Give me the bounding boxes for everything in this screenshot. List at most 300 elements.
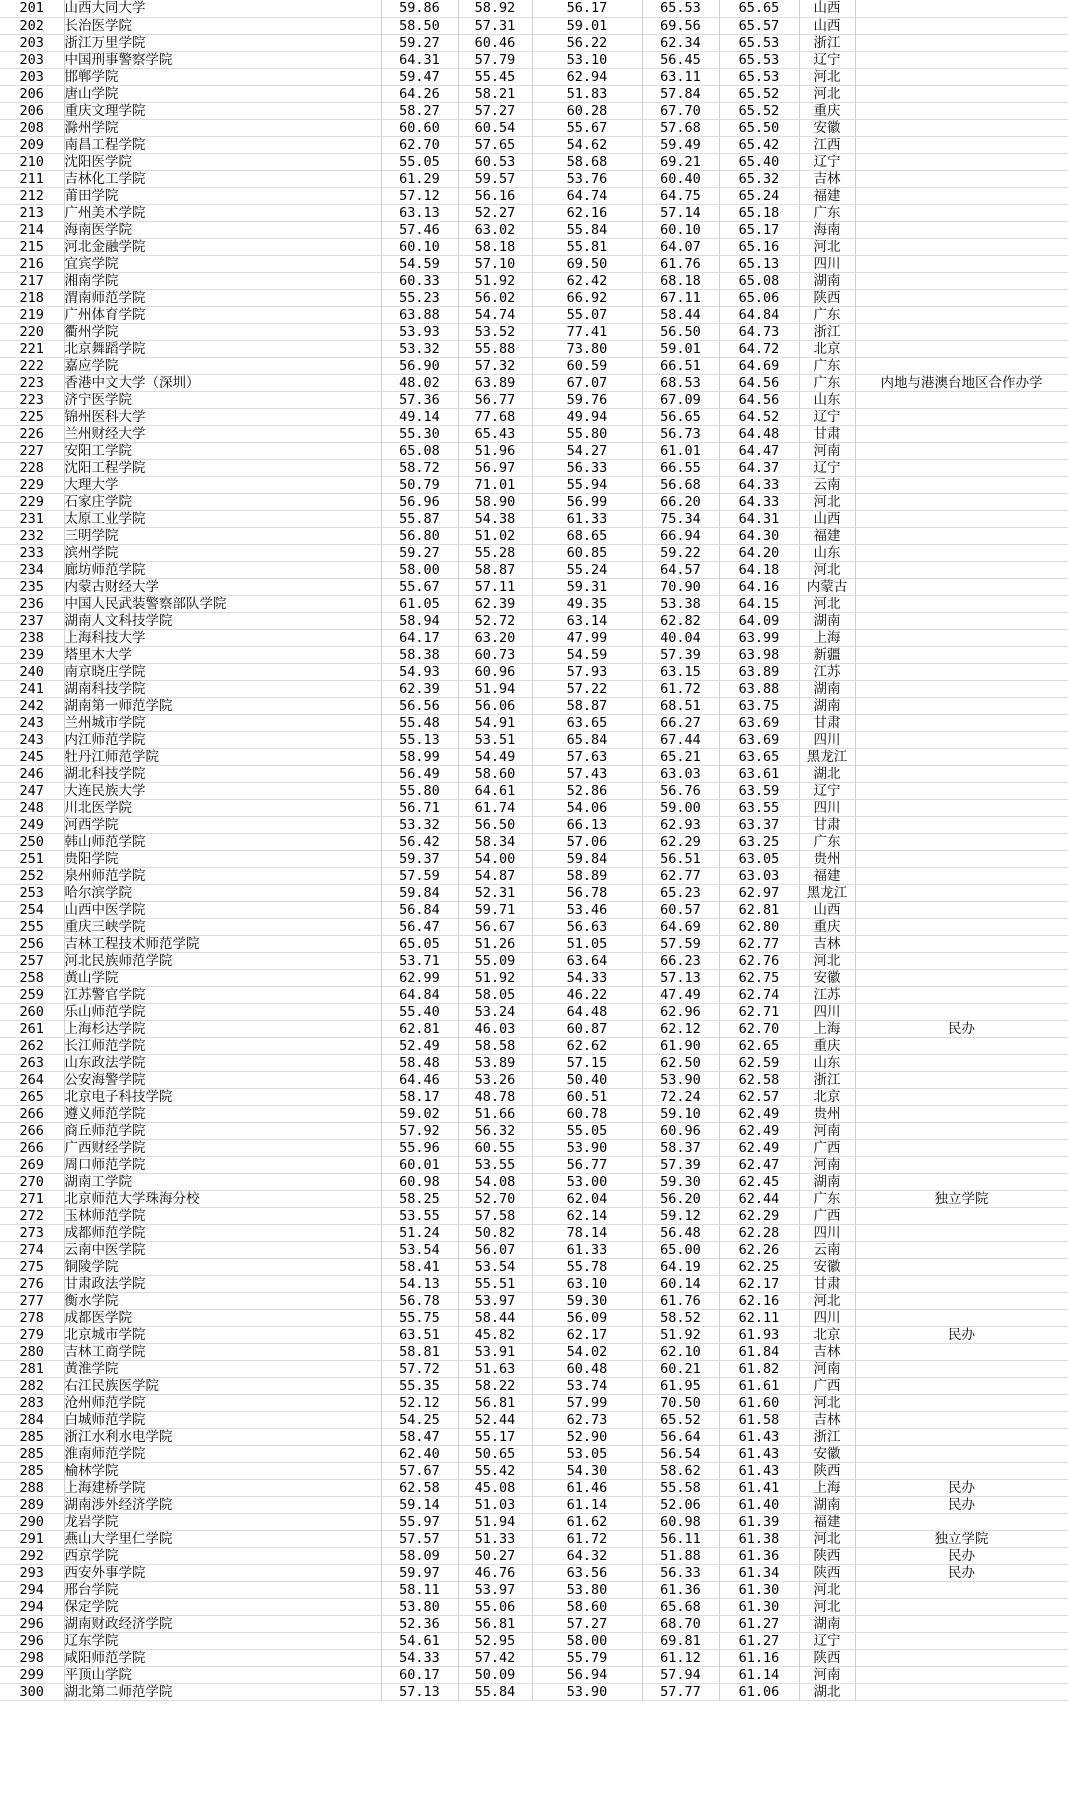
score-4-cell: 56.65 [642,408,719,425]
note-cell [855,221,1068,238]
score-4-cell: 57.39 [642,1156,719,1173]
score-1-cell: 56.47 [381,918,458,935]
note-cell [855,306,1068,323]
rank-cell: 236 [0,595,64,612]
score-2-cell: 60.73 [458,646,532,663]
rank-cell: 285 [0,1445,64,1462]
score-3-cell: 56.09 [532,1309,642,1326]
total-score-cell: 62.76 [719,952,799,969]
score-4-cell: 64.69 [642,918,719,935]
school-name-cell: 沈阳医学院 [64,153,381,170]
total-score-cell: 64.48 [719,425,799,442]
score-1-cell: 60.33 [381,272,458,289]
rank-cell: 239 [0,646,64,663]
score-1-cell: 64.46 [381,1071,458,1088]
school-name-cell: 辽东学院 [64,1632,381,1649]
score-2-cell: 55.06 [458,1598,532,1615]
school-name-cell: 川北医学院 [64,799,381,816]
score-1-cell: 53.32 [381,816,458,833]
province-cell: 四川 [799,1224,855,1241]
score-4-cell: 68.53 [642,374,719,391]
note-cell [855,884,1068,901]
table-row [0,612,1068,629]
score-4-cell: 56.50 [642,323,719,340]
note-cell [855,1037,1068,1054]
school-name-cell: 兰州城市学院 [64,714,381,731]
rank-cell: 274 [0,1241,64,1258]
total-score-cell: 61.43 [719,1445,799,1462]
score-3-cell: 62.16 [532,204,642,221]
note-cell [855,1445,1068,1462]
score-1-cell: 57.57 [381,1530,458,1547]
note-cell [855,0,1068,17]
province-cell: 广西 [799,1377,855,1394]
score-1-cell: 58.38 [381,646,458,663]
score-4-cell: 58.52 [642,1309,719,1326]
table-row [0,1547,1068,1564]
score-4-cell: 59.49 [642,136,719,153]
province-cell: 上海 [799,1020,855,1037]
rank-cell: 292 [0,1547,64,1564]
province-cell: 山东 [799,1054,855,1071]
school-name-cell: 中国人民武装警察部队学院 [64,595,381,612]
score-3-cell: 62.73 [532,1411,642,1428]
score-1-cell: 57.67 [381,1462,458,1479]
school-name-cell: 玉林师范学院 [64,1207,381,1224]
score-4-cell: 52.06 [642,1496,719,1513]
province-cell: 广东 [799,204,855,221]
score-2-cell: 58.92 [458,0,532,17]
score-2-cell: 57.79 [458,51,532,68]
score-1-cell: 62.81 [381,1020,458,1037]
score-4-cell: 64.75 [642,187,719,204]
score-4-cell: 63.15 [642,663,719,680]
table-row [0,238,1068,255]
total-score-cell: 64.33 [719,476,799,493]
score-1-cell: 62.99 [381,969,458,986]
rank-cell: 203 [0,34,64,51]
table-row [0,1037,1068,1054]
school-name-cell: 吉林工程技术师范学院 [64,935,381,952]
province-cell: 北京 [799,1088,855,1105]
note-cell [855,1292,1068,1309]
score-1-cell: 62.40 [381,1445,458,1462]
score-2-cell: 63.89 [458,374,532,391]
total-score-cell: 65.52 [719,102,799,119]
score-2-cell: 51.94 [458,1513,532,1530]
total-score-cell: 65.42 [719,136,799,153]
table-row [0,833,1068,850]
table-row [0,1428,1068,1445]
note-cell [855,1581,1068,1598]
note-cell [855,136,1068,153]
province-cell: 陕西 [799,1547,855,1564]
school-name-cell: 河西学院 [64,816,381,833]
total-score-cell: 62.16 [719,1292,799,1309]
table-row [0,561,1068,578]
note-cell [855,238,1068,255]
score-4-cell: 59.01 [642,340,719,357]
score-2-cell: 54.49 [458,748,532,765]
score-2-cell: 53.54 [458,1258,532,1275]
note-cell [855,1224,1068,1241]
score-4-cell: 57.14 [642,204,719,221]
total-score-cell: 64.47 [719,442,799,459]
table-row [0,357,1068,374]
score-4-cell: 56.11 [642,1530,719,1547]
province-cell: 河北 [799,1394,855,1411]
score-2-cell: 52.27 [458,204,532,221]
rank-cell: 227 [0,442,64,459]
score-2-cell: 54.74 [458,306,532,323]
score-3-cell: 54.06 [532,799,642,816]
table-row [0,119,1068,136]
score-4-cell: 68.51 [642,697,719,714]
province-cell: 内蒙古 [799,578,855,595]
province-cell: 重庆 [799,918,855,935]
school-name-cell: 北京电子科技学院 [64,1088,381,1105]
table-row [0,1513,1068,1530]
rank-cell: 202 [0,17,64,34]
school-name-cell: 上海科技大学 [64,629,381,646]
province-cell: 四川 [799,731,855,748]
score-2-cell: 56.06 [458,697,532,714]
province-cell: 黑龙江 [799,748,855,765]
total-score-cell: 61.27 [719,1615,799,1632]
rank-cell: 209 [0,136,64,153]
province-cell: 湖南 [799,612,855,629]
score-4-cell: 57.94 [642,1666,719,1683]
note-cell [855,782,1068,799]
score-3-cell: 56.63 [532,918,642,935]
score-3-cell: 54.62 [532,136,642,153]
score-4-cell: 60.10 [642,221,719,238]
score-3-cell: 57.43 [532,765,642,782]
score-2-cell: 50.09 [458,1666,532,1683]
table-row [0,1632,1068,1649]
province-cell: 河北 [799,85,855,102]
rank-cell: 261 [0,1020,64,1037]
school-name-cell: 重庆文理学院 [64,102,381,119]
school-name-cell: 湖南财政经济学院 [64,1615,381,1632]
score-1-cell: 56.78 [381,1292,458,1309]
province-cell: 辽宁 [799,1632,855,1649]
score-1-cell: 64.31 [381,51,458,68]
score-1-cell: 55.97 [381,1513,458,1530]
score-2-cell: 64.61 [458,782,532,799]
total-score-cell: 65.57 [719,17,799,34]
score-3-cell: 56.33 [532,459,642,476]
school-name-cell: 湘南学院 [64,272,381,289]
rank-cell: 219 [0,306,64,323]
province-cell: 山西 [799,510,855,527]
school-name-cell: 宜宾学院 [64,255,381,272]
score-2-cell: 57.31 [458,17,532,34]
score-4-cell: 61.72 [642,680,719,697]
score-1-cell: 57.13 [381,1683,458,1700]
total-score-cell: 62.77 [719,935,799,952]
note-cell [855,1394,1068,1411]
score-2-cell: 60.55 [458,1139,532,1156]
total-score-cell: 65.16 [719,238,799,255]
score-3-cell: 63.10 [532,1275,642,1292]
province-cell: 福建 [799,1513,855,1530]
total-score-cell: 62.57 [719,1088,799,1105]
total-score-cell: 62.70 [719,1020,799,1037]
score-3-cell: 66.13 [532,816,642,833]
total-score-cell: 61.41 [719,1479,799,1496]
score-3-cell: 54.27 [532,442,642,459]
school-name-cell: 湖南科技学院 [64,680,381,697]
note-cell [855,629,1068,646]
total-score-cell: 64.18 [719,561,799,578]
score-3-cell: 55.79 [532,1649,642,1666]
score-3-cell: 61.33 [532,1241,642,1258]
score-4-cell: 68.70 [642,1615,719,1632]
total-score-cell: 63.69 [719,731,799,748]
score-4-cell: 65.53 [642,0,719,17]
province-cell: 新疆 [799,646,855,663]
total-score-cell: 63.25 [719,833,799,850]
score-3-cell: 54.30 [532,1462,642,1479]
total-score-cell: 62.47 [719,1156,799,1173]
score-4-cell: 61.76 [642,255,719,272]
score-1-cell: 53.71 [381,952,458,969]
total-score-cell: 62.97 [719,884,799,901]
score-2-cell: 61.74 [458,799,532,816]
total-score-cell: 62.49 [719,1139,799,1156]
province-cell: 湖南 [799,1615,855,1632]
province-cell: 湖南 [799,272,855,289]
rank-cell: 210 [0,153,64,170]
score-1-cell: 57.12 [381,187,458,204]
score-3-cell: 73.80 [532,340,642,357]
school-name-cell: 太原工业学院 [64,510,381,527]
total-score-cell: 62.80 [719,918,799,935]
score-3-cell: 64.48 [532,1003,642,1020]
province-cell: 福建 [799,527,855,544]
score-2-cell: 53.91 [458,1343,532,1360]
rank-cell: 278 [0,1309,64,1326]
score-4-cell: 61.90 [642,1037,719,1054]
note-cell [855,323,1068,340]
score-4-cell: 61.12 [642,1649,719,1666]
table-row [0,986,1068,1003]
note-cell [855,1598,1068,1615]
score-4-cell: 72.24 [642,1088,719,1105]
total-score-cell: 65.50 [719,119,799,136]
score-3-cell: 67.07 [532,374,642,391]
score-4-cell: 64.07 [642,238,719,255]
score-2-cell: 65.43 [458,425,532,442]
province-cell: 安徽 [799,119,855,136]
rank-cell: 218 [0,289,64,306]
table-row [0,1530,1068,1547]
school-name-cell: 济宁医学院 [64,391,381,408]
note-cell [855,816,1068,833]
score-3-cell: 55.94 [532,476,642,493]
table-row [0,680,1068,697]
school-name-cell: 黄山学院 [64,969,381,986]
total-score-cell: 63.89 [719,663,799,680]
score-2-cell: 56.02 [458,289,532,306]
note-cell [855,340,1068,357]
rank-cell: 275 [0,1258,64,1275]
score-2-cell: 53.97 [458,1292,532,1309]
score-4-cell: 56.45 [642,51,719,68]
score-4-cell: 64.57 [642,561,719,578]
table-row [0,1224,1068,1241]
province-cell: 福建 [799,867,855,884]
score-4-cell: 60.96 [642,1122,719,1139]
score-1-cell: 53.55 [381,1207,458,1224]
total-score-cell: 63.88 [719,680,799,697]
score-3-cell: 53.80 [532,1581,642,1598]
rank-cell: 243 [0,714,64,731]
rank-cell: 208 [0,119,64,136]
total-score-cell: 62.45 [719,1173,799,1190]
province-cell: 广东 [799,357,855,374]
table-row [0,1326,1068,1343]
score-2-cell: 56.81 [458,1615,532,1632]
table-row [0,1292,1068,1309]
score-2-cell: 53.89 [458,1054,532,1071]
score-3-cell: 60.28 [532,102,642,119]
score-3-cell: 55.67 [532,119,642,136]
note-cell: 民办 [855,1496,1068,1513]
score-3-cell: 61.14 [532,1496,642,1513]
score-1-cell: 60.01 [381,1156,458,1173]
table-row [0,901,1068,918]
table-row [0,765,1068,782]
total-score-cell: 65.65 [719,0,799,17]
note-cell [855,697,1068,714]
rank-cell: 249 [0,816,64,833]
score-4-cell: 62.29 [642,833,719,850]
province-cell: 江西 [799,136,855,153]
province-cell: 吉林 [799,1411,855,1428]
score-4-cell: 57.59 [642,935,719,952]
score-2-cell: 53.24 [458,1003,532,1020]
rank-cell: 247 [0,782,64,799]
rank-cell: 234 [0,561,64,578]
rank-cell: 270 [0,1173,64,1190]
score-3-cell: 56.77 [532,1156,642,1173]
score-3-cell: 58.60 [532,1598,642,1615]
total-score-cell: 61.61 [719,1377,799,1394]
table-row [0,306,1068,323]
table-row [0,884,1068,901]
province-cell: 云南 [799,1241,855,1258]
table-row [0,34,1068,51]
school-name-cell: 香港中文大学（深圳） [64,374,381,391]
province-cell: 福建 [799,187,855,204]
score-2-cell: 56.07 [458,1241,532,1258]
total-score-cell: 61.82 [719,1360,799,1377]
school-name-cell: 成都医学院 [64,1309,381,1326]
note-cell [855,867,1068,884]
total-score-cell: 64.56 [719,391,799,408]
table-row [0,221,1068,238]
province-cell: 湖北 [799,1683,855,1700]
total-score-cell: 63.59 [719,782,799,799]
score-4-cell: 59.12 [642,1207,719,1224]
province-cell: 甘肃 [799,425,855,442]
table-row [0,102,1068,119]
score-4-cell: 55.58 [642,1479,719,1496]
score-1-cell: 58.48 [381,1054,458,1071]
score-4-cell: 69.21 [642,153,719,170]
province-cell: 河南 [799,1666,855,1683]
score-3-cell: 53.76 [532,170,642,187]
rank-cell: 289 [0,1496,64,1513]
note-cell [855,1241,1068,1258]
score-2-cell: 53.51 [458,731,532,748]
score-3-cell: 53.46 [532,901,642,918]
rank-cell: 250 [0,833,64,850]
rank-cell: 291 [0,1530,64,1547]
score-3-cell: 56.22 [532,34,642,51]
note-cell [855,1649,1068,1666]
note-cell [855,1275,1068,1292]
table-row [0,510,1068,527]
province-cell: 河北 [799,1581,855,1598]
school-name-cell: 乐山师范学院 [64,1003,381,1020]
school-name-cell: 渭南师范学院 [64,289,381,306]
note-cell [855,1173,1068,1190]
score-1-cell: 53.93 [381,323,458,340]
total-score-cell: 64.16 [719,578,799,595]
province-cell: 河北 [799,493,855,510]
table-row [0,1139,1068,1156]
note-cell [855,714,1068,731]
score-4-cell: 40.04 [642,629,719,646]
total-score-cell: 61.30 [719,1598,799,1615]
note-cell [855,935,1068,952]
province-cell: 广西 [799,1207,855,1224]
score-3-cell: 60.78 [532,1105,642,1122]
note-cell [855,204,1068,221]
note-cell: 民办 [855,1547,1068,1564]
total-score-cell: 64.37 [719,459,799,476]
score-2-cell: 56.16 [458,187,532,204]
school-name-cell: 龙岩学院 [64,1513,381,1530]
score-2-cell: 55.51 [458,1275,532,1292]
note-cell [855,918,1068,935]
rank-cell: 263 [0,1054,64,1071]
score-1-cell: 56.84 [381,901,458,918]
province-cell: 辽宁 [799,153,855,170]
score-2-cell: 52.44 [458,1411,532,1428]
score-4-cell: 67.09 [642,391,719,408]
score-1-cell: 58.17 [381,1088,458,1105]
total-score-cell: 62.29 [719,1207,799,1224]
score-3-cell: 53.05 [532,1445,642,1462]
score-3-cell: 57.06 [532,833,642,850]
score-2-cell: 52.95 [458,1632,532,1649]
school-name-cell: 北京师范大学珠海分校 [64,1190,381,1207]
score-1-cell: 56.56 [381,697,458,714]
score-4-cell: 61.76 [642,1292,719,1309]
school-name-cell: 贵阳学院 [64,850,381,867]
school-name-cell: 湖南涉外经济学院 [64,1496,381,1513]
note-cell [855,255,1068,272]
school-name-cell: 大连民族大学 [64,782,381,799]
total-score-cell: 64.72 [719,340,799,357]
total-score-cell: 64.33 [719,493,799,510]
score-4-cell: 67.70 [642,102,719,119]
total-score-cell: 63.37 [719,816,799,833]
